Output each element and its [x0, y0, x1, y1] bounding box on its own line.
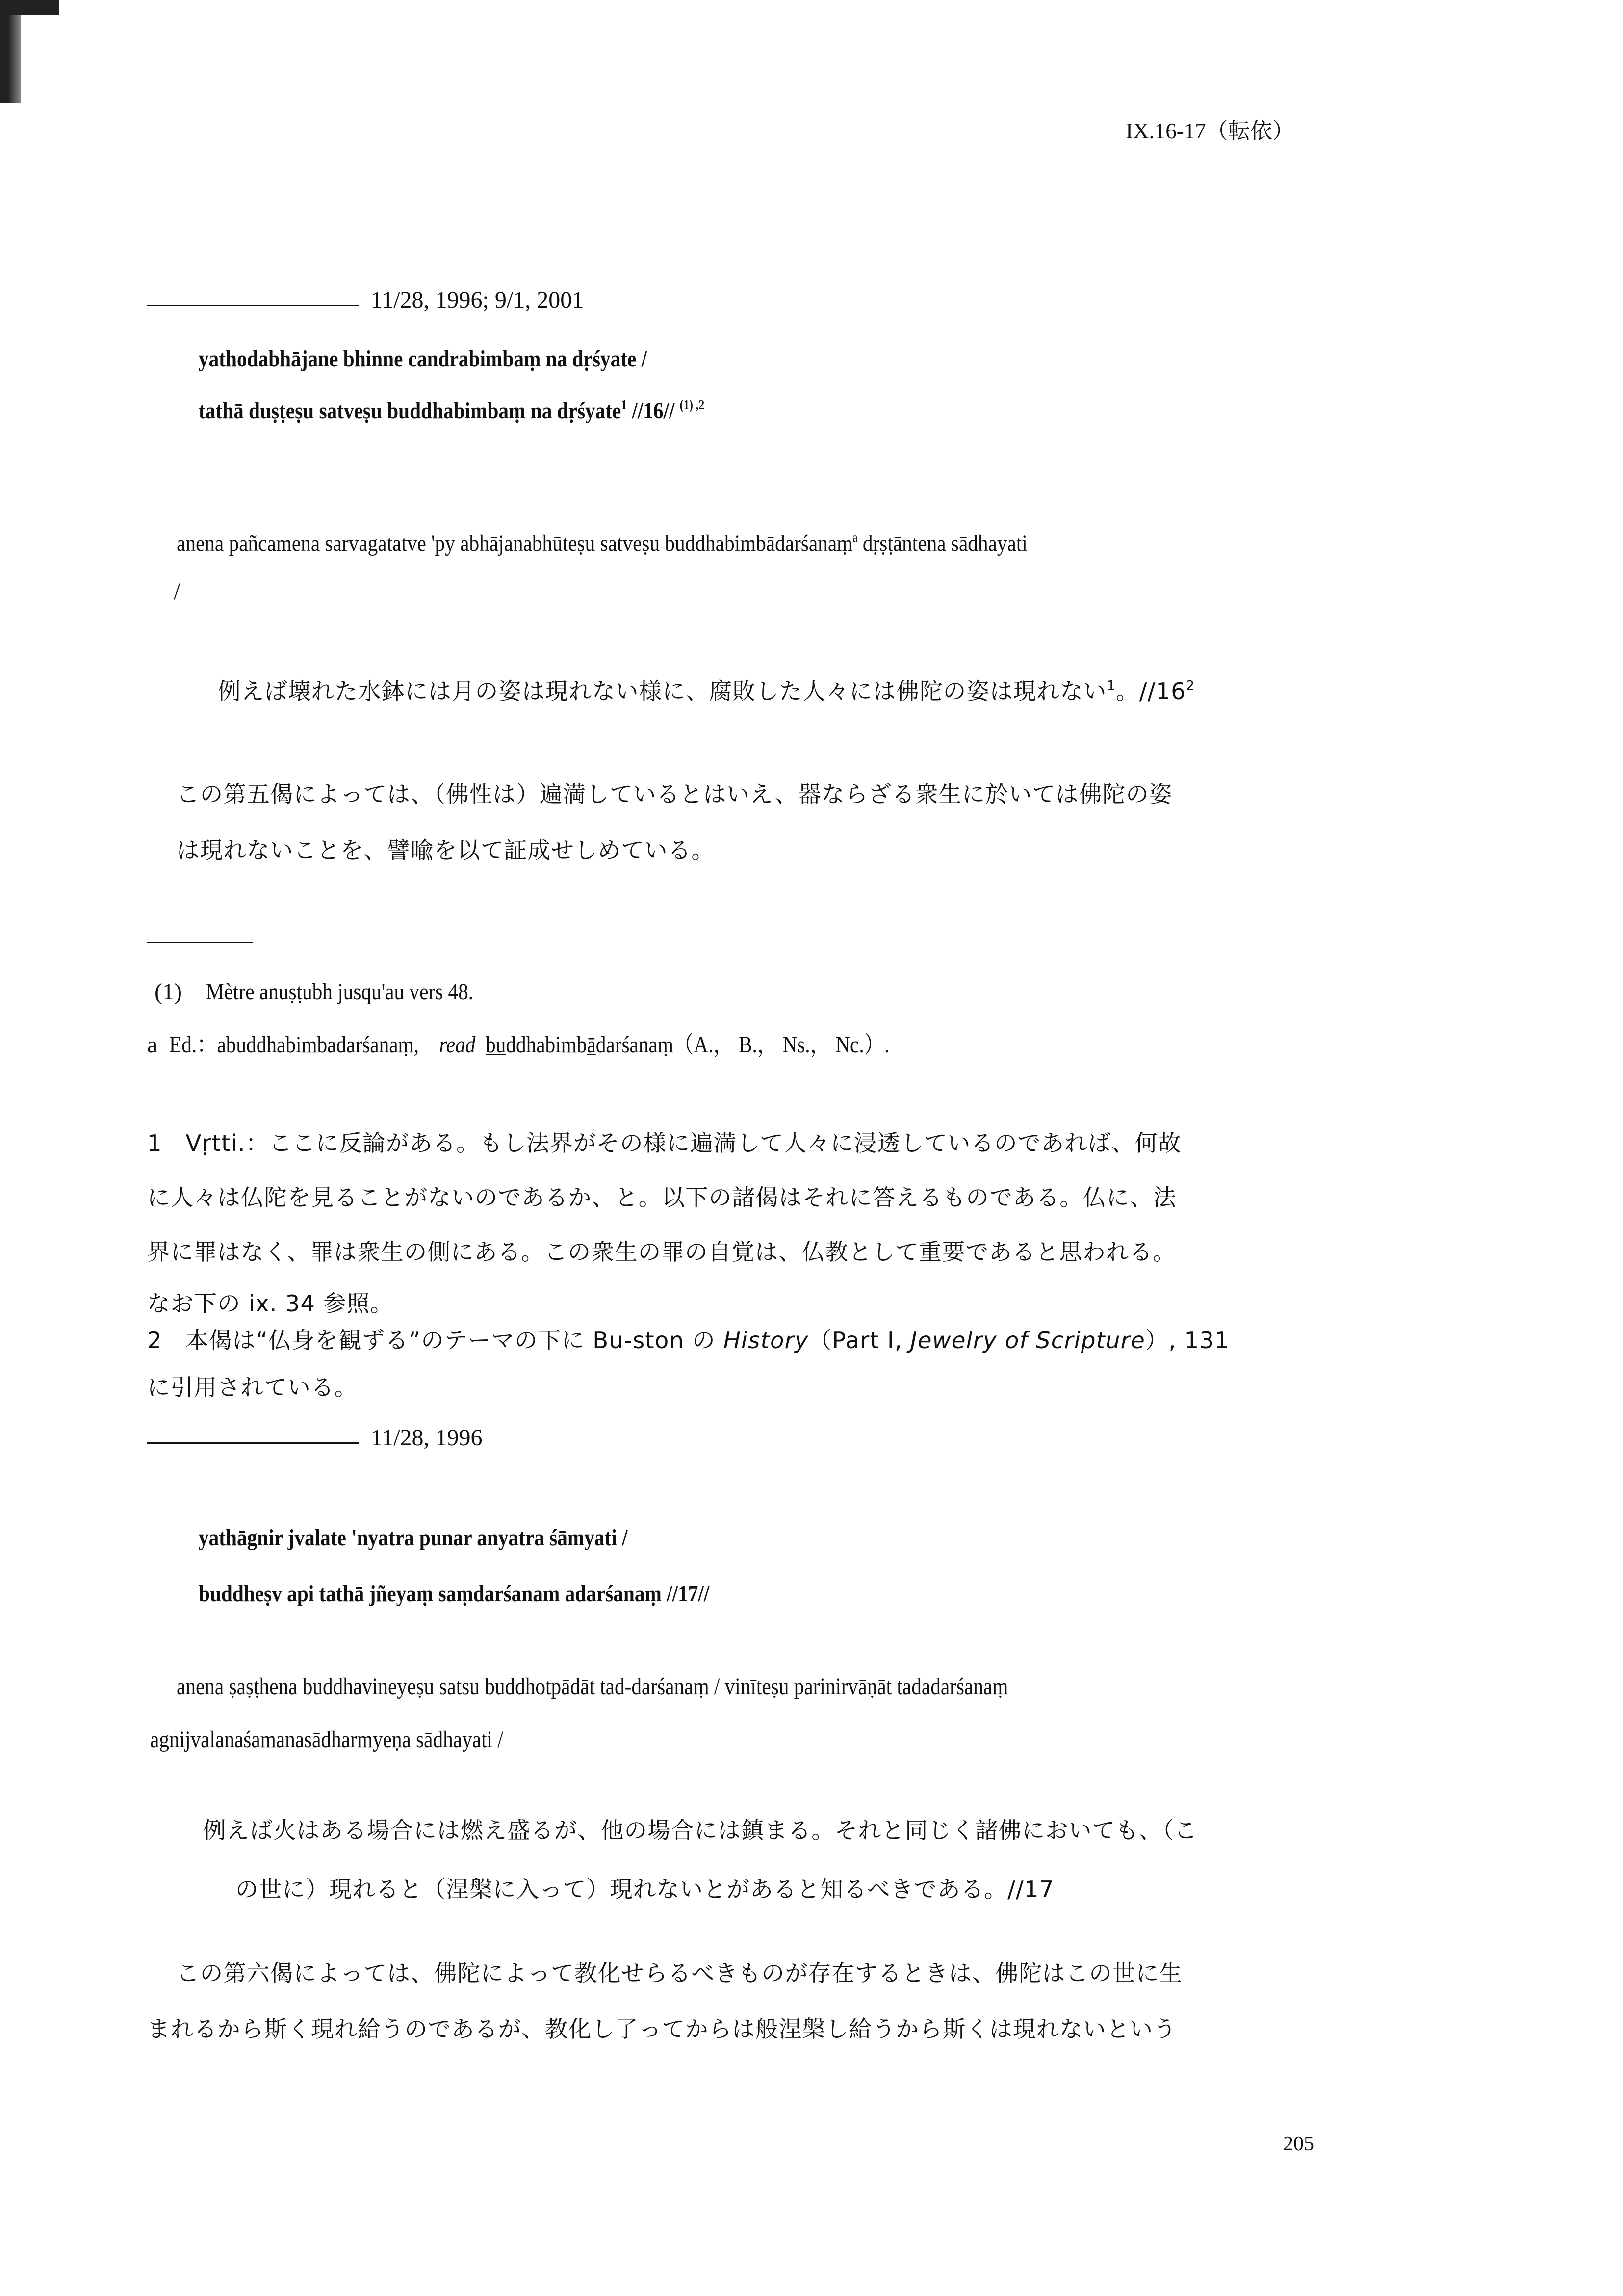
date-rule: [147, 305, 359, 306]
footnote-ref: 1: [1107, 679, 1116, 695]
jp-prose-17-line-2: まれるから斯く現れ給うのであるが、教化し了ってからは般涅槃し給うから斯くは現れないという: [147, 2016, 1177, 2043]
commentary-end: /: [174, 580, 180, 605]
commentary-text: dṛṣṭāntena sādhayati: [857, 531, 1028, 557]
footnote-a: [147, 1026, 1007, 1060]
verse-16-line-2: [199, 397, 787, 426]
jp-verse-16: [218, 674, 1195, 706]
verse-number: 。//16: [1116, 678, 1186, 705]
jp-prose-16-line-1: この第五偈によっては、（佛性は）遍満しているとはいえ、器ならざる衆生に於いては佛陀の姿: [177, 782, 1173, 808]
commentary-17-line-1: [177, 1675, 1143, 1701]
footnote-text: Jewelry of Scripture: [910, 1328, 1145, 1354]
footnote-text: ddhabimb: [506, 1033, 587, 1058]
footnote-j1-line-4: なお下の ix. 34 参照。: [147, 1291, 394, 1317]
jp-verse-17-line-2: の世に）現れると（涅槃に入って）現れないとがあると知るべきである。//17: [235, 1877, 1055, 1903]
commentary-text: anena ṣaṣṭhena buddhavineyeṣu satsu buddhotpādāt tad-darśanaṃ / vinīteṣu parinirvāṇāt tadadarśanaṃ: [177, 1675, 1008, 1700]
footnote-ref: (1) ,2: [679, 397, 705, 412]
footnote-text: ā: [587, 1033, 596, 1058]
page-number: 205: [1283, 2134, 1314, 2156]
footnote-j2-line-1: [147, 1323, 1230, 1356]
commentary-17-line-2: [150, 1728, 561, 1754]
footnote-text: （Part I,: [808, 1328, 910, 1354]
footnote-label: (1): [155, 980, 182, 1005]
commentary-text: anena pañcamena sarvagatatve 'py abhājanabhūteṣu satveṣu buddhabimbādarśanaṃ: [177, 531, 853, 557]
footnote-text: ）, 131: [1145, 1328, 1230, 1354]
footnote-j1-line-1: 1 Vṛtti.：ここに反論がある。もし法界がその様に遍満して人々に浸透しているのであれば、何故: [147, 1130, 1182, 1157]
footnote-text: Mètre anuṣṭubh jusqu'au vers 48.: [205, 980, 473, 1005]
footnote-ref: a: [852, 530, 858, 545]
footnote-text: darśanaṃ: [596, 1033, 674, 1058]
footnote-ref: 2: [1186, 679, 1195, 695]
date-line: 11/28, 1996; 9/1, 2001: [371, 288, 584, 313]
commentary-text: agnijvalanaśamanasādharmyeṇa sādhayati /: [150, 1728, 503, 1753]
scan-edge-mark: [0, 0, 21, 103]
verse-16-line-1: [199, 347, 720, 374]
date-rule: [147, 1442, 359, 1444]
verse-text: yathāgnir jvalate 'nyatra punar anyatra śāmyati /: [199, 1526, 628, 1551]
jp-prose-17-line-1: この第六偈によっては、佛陀によって教化せらるべきものが存在するときは、佛陀はこの世に生: [177, 1960, 1183, 1987]
verse-text: buddheṣv api tathā jñeyaṃ saṃdarśanam adarśanaṃ //17//: [199, 1582, 710, 1607]
footnote-j2-line-2: に引用されている。: [147, 1375, 358, 1401]
jp-verse-17-line-1: 例えば火はある場合には燃え盛るが、他の場合には鎮まる。それと同じく諸佛においても、（こ: [203, 1818, 1198, 1844]
footnote-j1-line-3: 界に罪はなく、罪は衆生の側にある。この衆生の罪の自覚は、仏教として重要であると思われる。: [147, 1239, 1176, 1266]
verse-17-line-1: [199, 1526, 697, 1553]
scan-edge-mark: [0, 0, 59, 15]
section-header: IX.16-17（転依）: [1126, 121, 1294, 144]
footnote-text: read: [439, 1033, 476, 1058]
footnote-text: 2 本偈は“仏身を観ずる”のテーマの下に Bu-ston の: [147, 1328, 723, 1354]
footnote-label: a: [147, 1033, 158, 1058]
footnote-1: [155, 980, 516, 1007]
footnote-rule: [147, 942, 253, 943]
footnote-text: History: [723, 1328, 809, 1354]
jp-prose-16-line-2: は現れないことを、譬喩を以て証成せしめている。: [177, 837, 715, 864]
footnote-j1-line-2: に人々は仏陀を見ることがないのであるか、と。以下の諸偈はそれに答えるものである。仏に、法: [147, 1185, 1177, 1211]
footnote-text: Ed.：abuddhabimbadarśanaṃ,: [169, 1033, 419, 1058]
footnote-text: （A.， B.， Ns.， Nc.）.: [673, 1033, 890, 1058]
footnote-text: bu: [486, 1033, 506, 1058]
verse-number: //16//: [626, 399, 680, 424]
jp-verse-text: 例えば壊れた水鉢には月の姿は現れない様に、腐敗した人々には佛陀の姿は現れない: [218, 678, 1107, 705]
date-line: 11/28, 1996: [371, 1426, 483, 1451]
verse-17-line-2: [199, 1582, 793, 1609]
verse-text: yathodabhājane bhinne candrabimbaṃ na dṛśyate /: [199, 347, 647, 372]
footnote-ref: 1: [621, 397, 627, 412]
commentary-16: [177, 530, 1166, 558]
verse-text: tathā duṣṭeṣu satveṣu buddhabimbaṃ na dṛśyate: [199, 399, 621, 424]
